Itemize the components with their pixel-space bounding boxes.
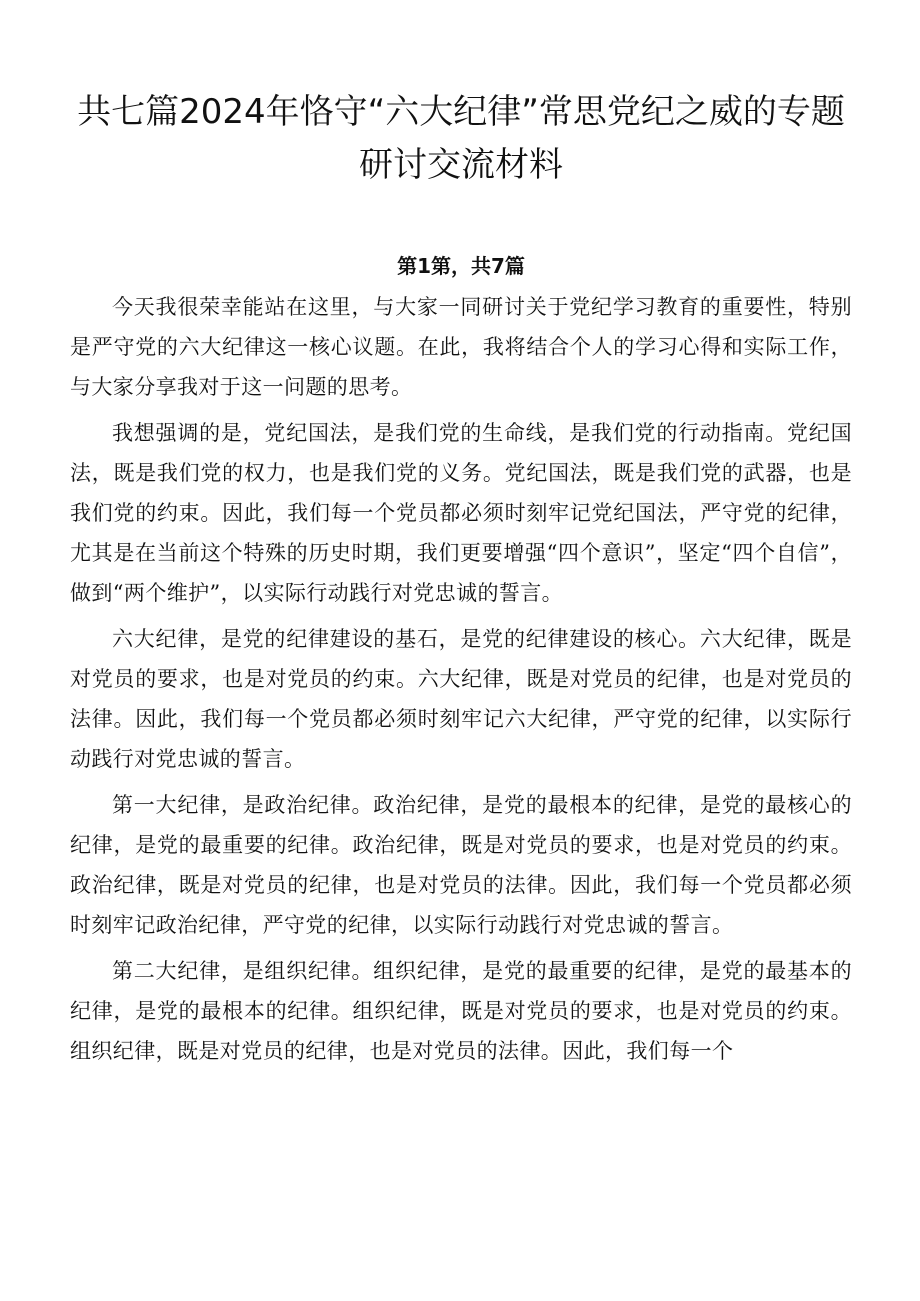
paragraph: 六大纪律，是党的纪律建设的基石，是党的纪律建设的核心。六大纪律，既是对党员的要求，也是对党员的约束。六大纪律，既是对党员的纪律，也是对党员的法律。因此，我们每一个党员都必须时刻牢记六大纪律，严守党的纪律，以实际行动践行对党忠诚的誓言。 xyxy=(70,627,852,771)
paragraph: 今天我很荣幸能站在这里，与大家一同研讨关于党纪学习教育的重要性，特别是严守党的六大纪律这一核心议题。在此，我将结合个人的学习心得和实际工作，与大家分享我对于这一问题的思考。 xyxy=(70,295,852,399)
paragraph: 第二大纪律，是组织纪律。组织纪律，是党的最重要的纪律，是党的最基本的纪律，是党的最根本的纪律。组织纪律，既是对党员的要求，也是对党员的约束。组织纪律，既是对党员的纪律，也是对党员的法律。因此，我们每一个 xyxy=(70,959,852,1063)
document-title: 共七篇2024年恪守“六大纪律”常思党纪之威的专题研讨交流材料 xyxy=(77,92,845,185)
paragraph: 第一大纪律，是政治纪律。政治纪律，是党的最根本的纪律，是党的最核心的纪律，是党的最重要的纪律。政治纪律，既是对党员的要求，也是对党员的约束。政治纪律，既是对党员的纪律，也是对党员的法律。因此，我们每一个党员都必须时刻牢记政治纪律，严守党的纪律，以实际行动践行对党忠诚的誓言。 xyxy=(70,793,852,937)
part-label: 第1第，共7篇 xyxy=(397,254,525,278)
paragraph: 我想强调的是，党纪国法，是我们党的生命线，是我们党的行动指南。党纪国法，既是我们党的权力，也是我们党的义务。党纪国法，既是我们党的武器，也是我们党的约束。因此，我们每一个党员都必须时刻牢记党纪国法，严守党的纪律，尤其是在当前这个特殊的历史时期，我们更要增强“四个意识”，坚定“四个自信”，做到“两个维护”，以实际行动践行对党忠诚的誓言。 xyxy=(70,421,852,605)
document-body xyxy=(70,287,852,1071)
